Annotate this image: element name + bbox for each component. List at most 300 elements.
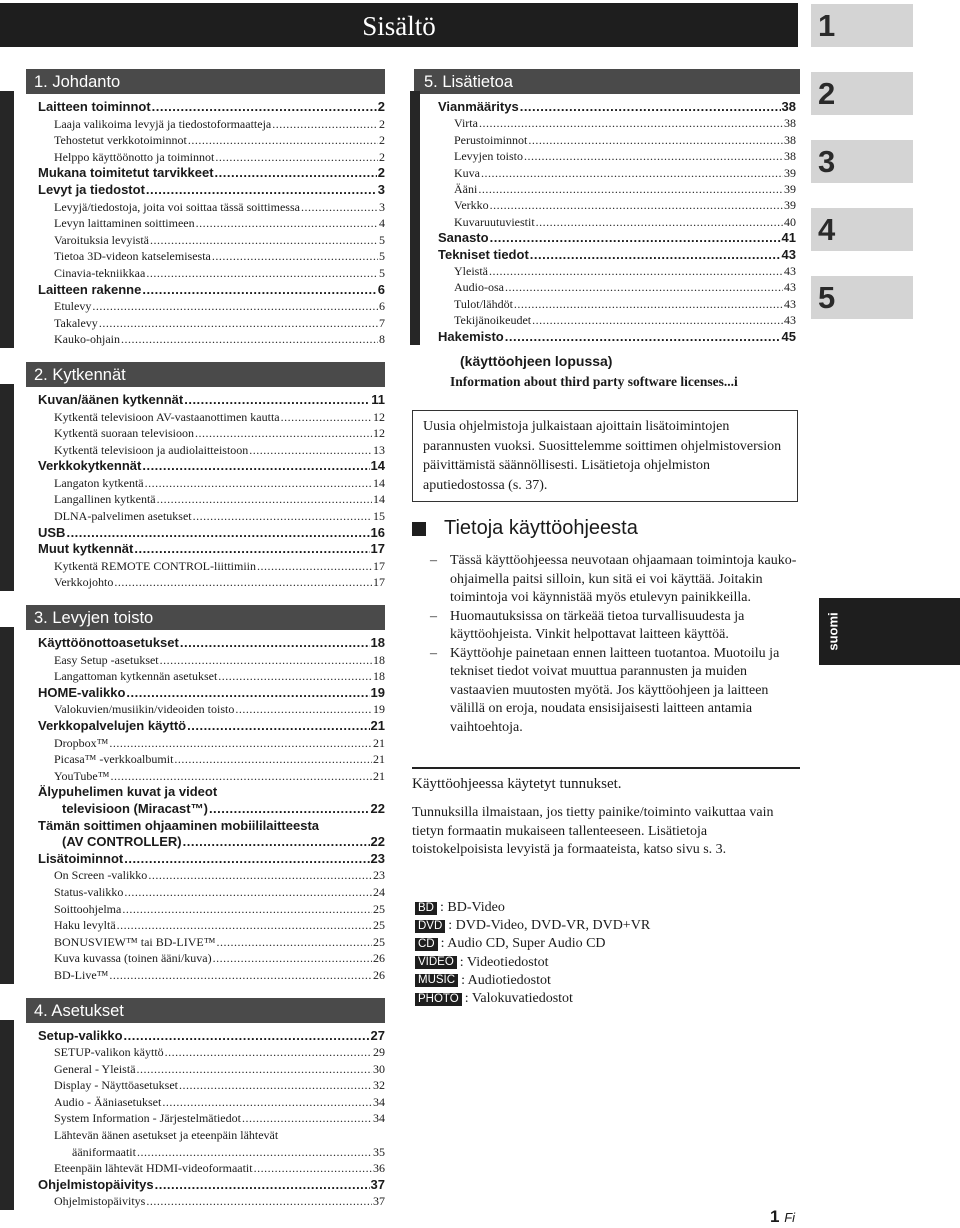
toc-entry[interactable]: [428, 132, 796, 148]
toc-entry[interactable]: [30, 718, 385, 735]
dot-leader: [196, 215, 378, 232]
toc-entry[interactable]: [30, 801, 385, 818]
toc-page-number: 37: [373, 1194, 385, 1209]
toc-page-number: 5: [379, 232, 385, 247]
software-update-note: Uusia ohjelmistoja julkaistaan ajoittain lisätoimintojen parannusten vuoksi. Suosittelemme soittimen ohjelmistoversion päivittämistä säännöllisesti. Lisätietoja ohjelmiston aputiedostossa (s. 37).: [412, 410, 798, 502]
bullet-text: Tässä käyttöohjeessa neuvotaan ohjaamaan toimintoja kauko-ohjaimella paitsi silloin, kun sitä ei voi käyttää. Joitakin toimintoja voi käynnistää myös etulevyn painikkeilla.: [450, 553, 797, 605]
toc-entry[interactable]: [30, 1061, 385, 1078]
toc-page-number: 36: [373, 1161, 385, 1176]
toc-entry[interactable]: [30, 315, 385, 332]
video-badge: VIDEO: [415, 956, 457, 969]
toc-entry-title: Verkkopalvelujen käyttö: [38, 718, 187, 733]
toc-entry[interactable]: [30, 635, 385, 652]
toc-page-number: i: [734, 374, 738, 390]
toc-entry-title: ääniformaatit: [72, 1144, 136, 1159]
cd-badge: CD: [415, 938, 438, 951]
toc-entry-title: Tehostetut verkkotoiminnot: [54, 133, 187, 148]
toc-right-column: [424, 69, 796, 390]
dot-leader: [524, 148, 783, 164]
toc-entry[interactable]: [30, 701, 385, 718]
toc-entry-title: Ohjelmistopäivitys: [38, 1176, 154, 1192]
toc-entry[interactable]: [428, 263, 796, 279]
toc-entry-title: Vianmääritys: [438, 99, 519, 114]
header-bar: [0, 3, 798, 47]
dot-leader: [124, 1028, 370, 1045]
toc-entry[interactable]: [428, 99, 796, 115]
toc-entry-title: Hakemisto: [438, 328, 504, 344]
toc-entry[interactable]: [30, 282, 385, 299]
toc-page-number: 39: [784, 198, 796, 213]
section-title: Tietoja käyttöohjeesta: [444, 517, 638, 539]
language-label: suomi: [826, 612, 842, 651]
chapter-spacer: [26, 591, 385, 605]
dot-leader: [281, 409, 372, 426]
dot-leader: [195, 425, 372, 442]
toc-entry-title: System Information - Järjestelmätiedot: [54, 1111, 241, 1126]
toc-entry-title: Status-valikko: [54, 884, 124, 899]
format-legend: [415, 899, 650, 1008]
toc-entry[interactable]: [30, 884, 385, 901]
toc-entry[interactable]: [30, 1127, 385, 1144]
dot-leader: [215, 149, 378, 166]
toc-entry[interactable]: [30, 784, 385, 801]
toc-entry[interactable]: [30, 574, 385, 591]
toc-page-number: 40: [784, 214, 796, 229]
toc-entry-title: Dropbox™: [54, 735, 109, 750]
dot-leader: [165, 1044, 372, 1061]
toc-entry-title: (AV CONTROLLER): [62, 834, 182, 850]
toc-entry-title: Kytkentä suoraan televisioon: [54, 426, 194, 441]
square-bullet-icon: [412, 522, 426, 536]
toc-entry-title: Lisätoiminnot: [38, 850, 124, 866]
toc-entry[interactable]: [30, 298, 385, 315]
dot-leader: [146, 265, 378, 282]
toc-entry[interactable]: [30, 508, 385, 525]
toc-entry-title: Tämän soittimen ohjaaminen mobiililaitteesta: [38, 817, 320, 833]
dot-leader: [505, 279, 783, 295]
dot-leader: [479, 115, 783, 131]
toc-entry[interactable]: [424, 374, 796, 390]
symbols-heading: Käyttöohjeessa käytetyt tunnukset.: [412, 776, 622, 792]
dot-leader: [218, 668, 372, 685]
dot-leader: [114, 574, 372, 591]
toc-entry[interactable]: [30, 685, 385, 702]
toc-page-number: 26: [373, 951, 385, 966]
dot-leader: [146, 182, 377, 199]
toc-chapter: [26, 362, 385, 591]
toc-entry-title: Tekijänoikeudet: [454, 313, 532, 328]
toc-page-number: 12: [373, 426, 385, 441]
toc-page-number: 37: [370, 1176, 385, 1192]
toc-page-number: 17: [370, 541, 385, 557]
dot-leader: [272, 116, 378, 133]
toc-entry-title: Laitteen toiminnot: [38, 99, 151, 114]
toc-entry[interactable]: [428, 296, 796, 312]
toc-page-number: 43: [784, 296, 796, 311]
toc-entry-title: televisioon (Miracast™): [62, 800, 208, 816]
toc-entry[interactable]: [428, 230, 796, 246]
page-number: [770, 1207, 795, 1227]
toc-page-number: 39: [784, 182, 796, 197]
dot-leader: [217, 934, 373, 951]
toc-page-number: 21: [373, 735, 385, 750]
bullet-text: Käyttöohje painetaan ennen laitteen tuotantoa. Muotoilu ja tekniset tiedot voivat muuttua parannusten ja muiden vastaavien muutosten myötä. Jos käyttöohjeen ja laitteen välillä on eroja, noudata ensisijaisesti laitteen antamia vaihtoehtoja.: [450, 645, 780, 735]
dot-leader: [528, 132, 783, 148]
toc-entry[interactable]: [30, 917, 385, 934]
toc-page-number: 43: [784, 264, 796, 279]
toc-entry[interactable]: [30, 934, 385, 951]
toc-page-number: 14: [370, 458, 385, 474]
toc-page-number: 14: [373, 492, 385, 507]
dot-leader: [180, 635, 370, 652]
toc-entry-title: Käyttöönottoasetukset: [38, 635, 179, 651]
toc-page-number: 25: [373, 901, 385, 916]
toc-entry-title: Ohjelmistopäivitys: [54, 1194, 146, 1209]
dot-leader: [92, 298, 378, 315]
toc-entry-title: Etulevy: [54, 299, 92, 314]
toc-entry[interactable]: [30, 182, 385, 199]
toc-entry-title: BONUSVIEW™ tai BD-LIVE™: [54, 934, 216, 949]
dot-leader: [183, 834, 370, 851]
language-suffix: Fi: [784, 1210, 796, 1225]
toc-entry-title: Sanasto: [438, 230, 489, 246]
toc-entry-title: Kytkentä REMOTE CONTROL-liittimiin: [54, 558, 256, 573]
toc-page-number: 45: [781, 328, 796, 344]
page-number-value: 1: [770, 1207, 780, 1226]
toc-entry-title: Haku levyltä: [54, 918, 116, 933]
toc-page-number: 41: [781, 230, 796, 246]
toc-page-number: 13: [373, 442, 385, 457]
toc-entry-title: Valokuvien/musiikin/videoiden toisto: [54, 702, 235, 717]
toc-page-number: 34: [373, 1111, 385, 1126]
legend-text: : Valokuvatiedostot: [464, 991, 573, 1007]
toc-entry[interactable]: [428, 247, 796, 263]
toc-page-number: 8: [379, 332, 385, 347]
toc-entry-title: Langaton kytkentä: [54, 475, 144, 490]
dot-leader: [514, 296, 783, 312]
toc-entry[interactable]: [30, 458, 385, 475]
toc-entry[interactable]: [428, 115, 796, 131]
toc-entry-title: Langattoman kytkennän asetukset: [54, 669, 218, 684]
toc-entry-title: YouTube™: [54, 768, 110, 783]
toc-entry-title: Kytkentä televisioon AV-vastaanottimen kautta: [54, 409, 280, 424]
toc-entry[interactable]: [30, 525, 385, 542]
dot-leader: [155, 1177, 370, 1194]
dot-leader: [489, 263, 783, 279]
toc-entry[interactable]: [30, 331, 385, 348]
toc-page-number: 27: [370, 1027, 385, 1043]
toc-entry[interactable]: [428, 279, 796, 295]
dot-leader: [122, 901, 372, 918]
toc-entry[interactable]: [30, 116, 385, 133]
dot-leader: [490, 230, 781, 246]
chapter-tab-2[interactable]: 2: [811, 72, 913, 115]
toc-entry[interactable]: [30, 215, 385, 232]
toc-page-number: 30: [373, 1061, 385, 1076]
chapter-heading[interactable]: 3. Levyjen toisto: [26, 605, 385, 630]
toc-entry-title: Levyt ja tiedostot: [38, 181, 145, 197]
dot-leader: [505, 329, 781, 345]
dot-leader: [530, 247, 781, 263]
chapter-tab-3[interactable]: 3: [811, 140, 913, 183]
toc-entry-title: Laaja valikoima levyjä ja tiedostoformaatteja: [54, 116, 272, 131]
toc-entry[interactable]: [30, 232, 385, 249]
dot-leader: [209, 801, 370, 818]
toc-page-number: 23: [370, 850, 385, 866]
toc-entry[interactable]: [428, 148, 796, 164]
toc-entry-title: Virta: [454, 116, 478, 131]
toc-entry[interactable]: [30, 248, 385, 265]
toc-page-number: 2: [379, 133, 385, 148]
bullet-item: [430, 552, 800, 608]
toc-page-number: 15: [373, 509, 385, 524]
toc-entry[interactable]: [428, 329, 796, 345]
dot-leader: [242, 1110, 372, 1127]
dot-leader: [215, 165, 377, 182]
toc-entry-title: Levyjen toisto: [454, 149, 523, 164]
toc-entry[interactable]: [30, 950, 385, 967]
chapter-tab-1[interactable]: 1: [811, 4, 913, 47]
dot-leader: [109, 967, 372, 984]
toc-entry-title: Kuva kuvassa (toinen ääni/kuva): [54, 951, 212, 966]
legend-item-bd: [415, 899, 650, 917]
legend-item-photo: [415, 990, 650, 1008]
toc-page-number: 16: [370, 524, 385, 540]
toc-entry[interactable]: [30, 1177, 385, 1194]
toc-entry-title: Helppo käyttöönotto ja toiminnot: [54, 149, 215, 164]
toc-page-number: 38: [784, 132, 796, 147]
toc-page-number: 5: [379, 249, 385, 264]
chapter-heading[interactable]: 2. Kytkennät: [26, 362, 385, 387]
toc-entry[interactable]: [30, 851, 385, 868]
toc-page-number: 22: [370, 834, 385, 850]
toc-page-number: 24: [373, 884, 385, 899]
toc-page-number: 17: [373, 558, 385, 573]
dot-leader: [142, 458, 369, 475]
toc-left-column: [26, 69, 385, 1210]
dot-leader: [146, 1193, 372, 1210]
bd-badge: BD: [415, 902, 437, 915]
legend-text: : Videotiedostot: [459, 954, 549, 970]
toc-page-number: 23: [373, 868, 385, 883]
dot-leader: [162, 1094, 372, 1111]
chapter-spacer: [26, 984, 385, 998]
dot-leader: [110, 768, 372, 785]
bullet-list: [430, 552, 800, 737]
dot-leader: [66, 525, 369, 542]
dot-leader: [187, 718, 369, 735]
toc-entry-title: Kuva: [454, 165, 480, 180]
toc-entry-title: Cinavia-tekniikkaa: [54, 265, 146, 280]
language-tab-label: [819, 598, 848, 665]
dot-leader: [481, 165, 783, 181]
toc-chapter: [26, 69, 385, 348]
toc-page-number: 25: [373, 918, 385, 933]
toc-chapter: [424, 69, 796, 345]
toc-page-number: 39: [784, 165, 796, 180]
toc-page-number: 38: [784, 149, 796, 164]
toc-entry-title: Audio-osa: [454, 280, 504, 295]
toc-entry-title: Information about third party software licenses: [450, 374, 724, 390]
toc-entry[interactable]: [30, 475, 385, 492]
toc-entry-title: Soittoohjelma: [54, 901, 122, 916]
toc-entry[interactable]: [30, 1094, 385, 1111]
toc-entry-title: Display - Näyttöasetukset: [54, 1078, 178, 1093]
dot-leader: [148, 867, 372, 884]
toc-page-number: 6: [377, 281, 385, 297]
toc-entry[interactable]: [30, 652, 385, 669]
toc-entry[interactable]: [30, 409, 385, 426]
dash-icon: –: [430, 645, 437, 661]
legend-text: : Audiotiedostot: [461, 972, 551, 988]
toc-entry[interactable]: [30, 558, 385, 575]
toc-entry[interactable]: [30, 867, 385, 884]
toc-page-number: 38: [781, 99, 796, 114]
toc-entry[interactable]: [428, 312, 796, 328]
chapter-spacer: [26, 348, 385, 362]
toc-page-number: 25: [373, 934, 385, 949]
legend-text: : Audio CD, Super Audio CD: [440, 936, 606, 952]
toc-entry[interactable]: [30, 1144, 385, 1161]
toc-page-number: 43: [781, 246, 796, 262]
toc-page-number: 2: [379, 116, 385, 131]
toc-entry-title: Langallinen kytkentä: [54, 492, 156, 507]
toc-entry-title: Tulot/lähdöt: [454, 296, 513, 311]
dot-leader: [126, 685, 369, 702]
dvd-badge: DVD: [415, 920, 445, 933]
toc-entry[interactable]: [30, 1044, 385, 1061]
toc-entry[interactable]: [30, 149, 385, 166]
toc-entry-title: Kauko-ohjain: [54, 332, 120, 347]
toc-entry-title: Kytkentä televisioon ja audiolaitteistoon: [54, 442, 249, 457]
dot-leader: [213, 950, 372, 967]
chapter-heading[interactable]: 5. Lisätietoa: [414, 69, 800, 94]
toc-entry[interactable]: [30, 1028, 385, 1045]
toc-entry[interactable]: [30, 199, 385, 216]
toc-entry-title: Setup-valikko: [38, 1027, 123, 1043]
toc-page-number: 2: [377, 165, 385, 181]
dot-leader: [124, 851, 369, 868]
toc-entry-title: DLNA-palvelimen asetukset: [54, 509, 192, 524]
dot-leader: [121, 331, 378, 348]
toc-entry-title: Easy Setup -asetukset: [54, 652, 159, 667]
toc-entry-title: Mukana toimitetut tarvikkeet: [38, 165, 214, 181]
toc-entry[interactable]: [30, 425, 385, 442]
toc-page-number: 17: [373, 575, 385, 590]
toc-entry[interactable]: [428, 197, 796, 213]
dot-leader: [150, 232, 378, 249]
chapter-heading[interactable]: 1. Johdanto: [26, 69, 385, 94]
toc-entry-title: Eteenpäin lähtevät HDMI-videoformaatit: [54, 1161, 253, 1176]
toc-entry[interactable]: [30, 834, 385, 851]
dot-leader: [254, 1160, 372, 1177]
toc-entry-title: Audio - Ääniasetukset: [54, 1094, 162, 1109]
toc-entry[interactable]: [30, 541, 385, 558]
toc-entry-title: Verkkojohto: [54, 575, 114, 590]
dot-leader: ...: [723, 374, 734, 390]
toc-page-number: 14: [373, 475, 385, 490]
toc-entry[interactable]: [428, 165, 796, 181]
dot-leader: [145, 475, 372, 492]
toc-entry[interactable]: [30, 735, 385, 752]
toc-entry[interactable]: [30, 901, 385, 918]
chapter-heading[interactable]: 4. Asetukset: [26, 998, 385, 1023]
toc-entry[interactable]: [30, 668, 385, 685]
toc-page-number: 11: [371, 391, 385, 407]
toc-entry-title: Ääni: [454, 182, 478, 197]
toc-page-number: 18: [373, 652, 385, 667]
toc-entry[interactable]: [30, 165, 385, 182]
toc-page-number: 2: [379, 149, 385, 164]
dot-leader: [478, 181, 783, 197]
toc-page-number: 4: [379, 216, 385, 231]
toc-page-number: 26: [373, 967, 385, 982]
photo-badge: PHOTO: [415, 993, 462, 1006]
toc-entry-title: Perustoiminnot: [454, 132, 528, 147]
toc-entry-title: Tietoa 3D-videon katselemisesta: [54, 249, 211, 264]
dot-leader: [134, 541, 369, 558]
toc-page-number: 12: [373, 409, 385, 424]
dot-leader: [142, 282, 376, 299]
toc-entry-title: On Screen -valikko: [54, 868, 148, 883]
toc-entry[interactable]: [30, 768, 385, 785]
toc-entry[interactable]: [30, 491, 385, 508]
chapter-tab-4[interactable]: 4: [811, 208, 913, 251]
toc-page-number: 2: [377, 99, 385, 114]
toc-entry-title: HOME-valikko: [38, 684, 126, 700]
music-badge: MUSIC: [415, 974, 458, 987]
toc-entry-title: Älypuhelimen kuvat ja videot: [38, 784, 218, 800]
toc-page-number: 18: [373, 669, 385, 684]
toc-entry[interactable]: [428, 214, 796, 230]
dot-leader: [184, 392, 370, 409]
bullet-text: Huomautuksissa on tärkeää tietoa turvallisuudesta ja käyttöohjeista. Vinkit helpottavat laitteen käyttöä.: [450, 608, 745, 642]
toc-entry[interactable]: [30, 818, 385, 835]
dot-leader: [257, 558, 372, 575]
toc-entry[interactable]: [30, 967, 385, 984]
toc-entry-title: Kuvan/äänen kytkennät: [38, 391, 184, 407]
toc-entry-title: Verkko: [454, 198, 489, 213]
dot-leader: [99, 315, 378, 332]
toc-entry[interactable]: [428, 181, 796, 197]
toc-page-number: 32: [373, 1078, 385, 1093]
toc-page-number: 18: [370, 635, 385, 651]
toc-entry[interactable]: [30, 99, 385, 116]
toc-entry[interactable]: [30, 751, 385, 768]
toc-entry[interactable]: [30, 1193, 385, 1210]
legend-item-cd: [415, 935, 650, 953]
dot-leader: [152, 99, 377, 116]
toc-entry[interactable]: [30, 442, 385, 459]
bullet-item: [430, 608, 800, 645]
toc-entry-title: Tekniset tiedot: [438, 246, 529, 262]
dot-leader: [179, 1077, 372, 1094]
toc-entry[interactable]: [30, 392, 385, 409]
dot-leader: [117, 917, 372, 934]
toc-entry[interactable]: [30, 1160, 385, 1177]
toc-entry[interactable]: [30, 1110, 385, 1127]
chapter-tab-5[interactable]: 5: [811, 276, 913, 319]
toc-entry[interactable]: [30, 132, 385, 149]
legend-text: : DVD-Video, DVD-VR, DVD+VR: [448, 918, 651, 934]
toc-entry[interactable]: [30, 265, 385, 282]
toc-page-number: 19: [370, 684, 385, 700]
dot-leader: [520, 99, 781, 115]
toc-entry-title: BD-Live™: [54, 967, 109, 982]
toc-entry-title: USB: [38, 524, 66, 540]
toc-entry[interactable]: [30, 1077, 385, 1094]
toc-entry-title: Muut kytkennät: [38, 541, 134, 557]
